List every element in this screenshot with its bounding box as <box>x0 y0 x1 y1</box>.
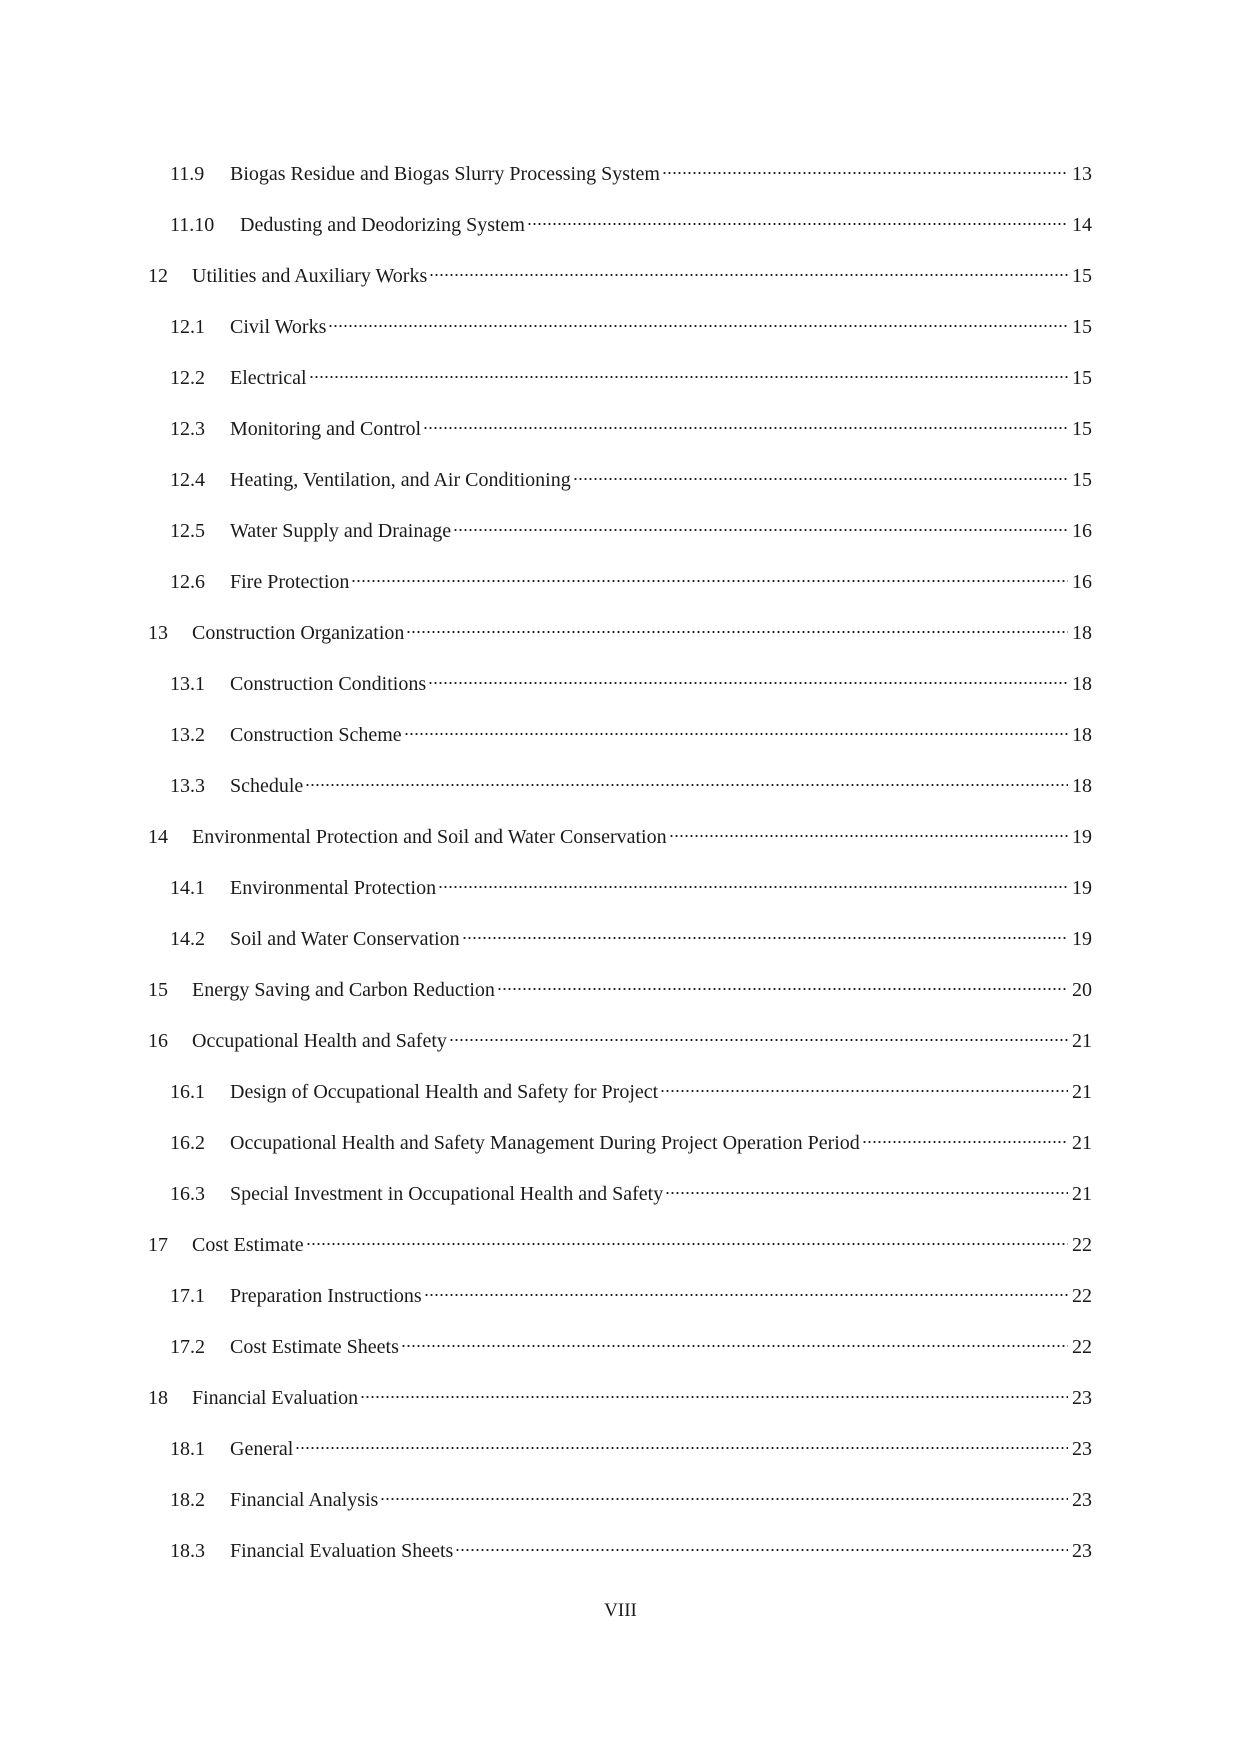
toc-dot-leader <box>406 630 1068 634</box>
toc-entry-number: 18.2 <box>170 1489 205 1511</box>
toc-entry[interactable] <box>148 978 1092 1002</box>
toc-entry-number: 12.5 <box>170 520 205 542</box>
toc-entry-title: Heating, Ventilation, and Air Conditioning <box>230 469 571 491</box>
toc-entry-page: 21 <box>1072 1030 1092 1052</box>
toc-entry-page: 18 <box>1072 775 1092 797</box>
toc-dot-leader <box>351 579 1068 583</box>
toc-entry[interactable] <box>170 1437 1092 1461</box>
toc-dot-leader <box>306 1242 1068 1246</box>
toc-dot-leader <box>380 1497 1068 1501</box>
toc-entry-number: 14.1 <box>170 877 205 899</box>
toc-entry[interactable] <box>170 366 1092 390</box>
toc-dot-leader <box>328 324 1068 328</box>
toc-dot-leader <box>360 1395 1068 1399</box>
toc-entry-title: Soil and Water Conservation <box>230 928 460 950</box>
toc-entry-page: 15 <box>1072 418 1092 440</box>
toc-entry-page: 18 <box>1072 673 1092 695</box>
toc-entry-page: 15 <box>1072 265 1092 287</box>
toc-entry-page: 19 <box>1072 826 1092 848</box>
toc-entry-title: Environmental Protection and Soil and Water Conservation <box>192 826 667 848</box>
toc-entry-number: 17.2 <box>170 1336 205 1358</box>
toc-entry-number: 13 <box>148 622 168 644</box>
toc-entry-page: 23 <box>1072 1489 1092 1511</box>
toc-dot-leader <box>424 1293 1068 1297</box>
toc-entry-page: 18 <box>1072 724 1092 746</box>
toc-entry-number: 11.9 <box>170 163 205 185</box>
toc-dot-leader <box>660 1089 1068 1093</box>
toc-entry[interactable] <box>170 723 1092 747</box>
toc-entry[interactable] <box>170 1131 1092 1155</box>
toc-entry-page: 19 <box>1072 877 1092 899</box>
toc-dot-leader <box>453 528 1068 532</box>
toc-entry-number: 16.3 <box>170 1183 205 1205</box>
toc-entry-title: Schedule <box>230 775 304 797</box>
toc-entry-page: 13 <box>1072 163 1092 185</box>
toc-entry[interactable] <box>170 162 1092 186</box>
toc-dot-leader <box>665 1191 1068 1195</box>
page-number: VIII <box>604 1600 637 1621</box>
toc-entry-page: 21 <box>1072 1183 1092 1205</box>
toc-entry-title: Occupational Health and Safety Management During Project Operation Period <box>230 1132 860 1154</box>
toc-entry[interactable] <box>170 1182 1092 1206</box>
toc-entry-number: 12 <box>148 265 168 287</box>
toc-dot-leader <box>295 1446 1068 1450</box>
toc-dot-leader <box>862 1140 1068 1144</box>
toc-entry-number: 18 <box>148 1387 168 1409</box>
toc-entry[interactable] <box>170 417 1092 441</box>
toc-dot-leader <box>438 885 1068 889</box>
toc-entry-page: 21 <box>1072 1081 1092 1103</box>
toc-entry-page: 22 <box>1072 1285 1092 1307</box>
toc-entry-page: 18 <box>1072 622 1092 644</box>
toc-entry-title: Construction Conditions <box>230 673 427 695</box>
toc-entry[interactable] <box>170 519 1092 543</box>
toc-entry-number: 18.3 <box>170 1540 205 1562</box>
toc-entry-title: General <box>230 1438 294 1460</box>
toc-dot-leader <box>669 834 1068 838</box>
toc-entry[interactable] <box>170 570 1092 594</box>
toc-entry[interactable] <box>170 1080 1092 1104</box>
toc-entry-title: Electrical <box>230 367 307 389</box>
toc-entry-title: Preparation Instructions <box>230 1285 422 1307</box>
toc-entry-title: Construction Scheme <box>230 724 402 746</box>
toc-entry-number: 13.3 <box>170 775 205 797</box>
toc-entry-number: 15 <box>148 979 168 1001</box>
toc-dot-leader <box>401 1344 1068 1348</box>
toc-entry-title: Civil Works <box>230 316 327 338</box>
toc-entry[interactable] <box>148 264 1092 288</box>
toc-entry[interactable] <box>170 927 1092 951</box>
toc-entry-title: Water Supply and Drainage <box>230 520 452 542</box>
toc-entry-number: 16.2 <box>170 1132 205 1154</box>
toc-entry-title: Construction Organization <box>192 622 405 644</box>
toc-entry-page: 15 <box>1072 469 1092 491</box>
toc-entry-title: Utilities and Auxiliary Works <box>192 265 428 287</box>
toc-dot-leader <box>429 273 1068 277</box>
toc-entry[interactable] <box>170 468 1092 492</box>
toc-dot-leader <box>497 987 1068 991</box>
toc-entry-title: Occupational Health and Safety <box>192 1030 447 1052</box>
toc-entry-title: Fire Protection <box>230 571 350 593</box>
toc-entry-page: 19 <box>1072 928 1092 950</box>
toc-entry-number: 17.1 <box>170 1285 205 1307</box>
toc-entry-number: 17 <box>148 1234 168 1256</box>
toc-entry-number: 12.3 <box>170 418 205 440</box>
toc-entry-title: Cost Estimate Sheets <box>230 1336 399 1358</box>
toc-entry[interactable] <box>148 825 1092 849</box>
toc-entry-page: 22 <box>1072 1336 1092 1358</box>
toc-entry-page: 15 <box>1072 316 1092 338</box>
toc-entry-number: 18.1 <box>170 1438 205 1460</box>
toc-entry[interactable] <box>148 621 1092 645</box>
toc-entry[interactable] <box>148 1386 1092 1410</box>
toc-entry-title: Monitoring and Control <box>230 418 422 440</box>
toc-entry-number: 12.2 <box>170 367 205 389</box>
toc-entry-page: 22 <box>1072 1234 1092 1256</box>
toc-entry-number: 13.2 <box>170 724 205 746</box>
toc-entry-number: 11.10 <box>170 214 215 236</box>
toc-entry[interactable] <box>170 315 1092 339</box>
toc-dot-leader <box>455 1548 1068 1552</box>
toc-entry[interactable] <box>170 1539 1092 1563</box>
toc-entry-number: 16.1 <box>170 1081 205 1103</box>
toc-entry-title: Cost Estimate <box>192 1234 304 1256</box>
toc-entry[interactable] <box>148 1029 1092 1053</box>
toc-dot-leader <box>462 936 1068 940</box>
toc-dot-leader <box>449 1038 1068 1042</box>
toc-entry-number: 12.6 <box>170 571 205 593</box>
toc-dot-leader <box>573 477 1068 481</box>
toc-entry-page: 16 <box>1072 571 1092 593</box>
toc-entry[interactable] <box>170 1284 1092 1308</box>
toc-entry-page: 20 <box>1072 979 1092 1001</box>
toc-entry-title: Biogas Residue and Biogas Slurry Processing System <box>230 163 660 185</box>
toc-entry[interactable] <box>148 1233 1092 1257</box>
toc-entry-title: Financial Evaluation <box>192 1387 359 1409</box>
toc-entry-number: 13.1 <box>170 673 205 695</box>
toc-entry-title: Financial Evaluation Sheets <box>230 1540 454 1562</box>
toc-entry-number: 14.2 <box>170 928 205 950</box>
toc-entry-page: 15 <box>1072 367 1092 389</box>
toc-dot-leader <box>423 426 1068 430</box>
toc-dot-leader <box>527 222 1068 226</box>
toc-dot-leader <box>305 783 1068 787</box>
toc-dot-leader <box>428 681 1068 685</box>
toc-entry-number: 12.1 <box>170 316 205 338</box>
toc-entry[interactable] <box>170 774 1092 798</box>
toc-entry-number: 14 <box>148 826 168 848</box>
toc-entry-title: Design of Occupational Health and Safety for Project <box>230 1081 659 1103</box>
toc-entry-page: 21 <box>1072 1132 1092 1154</box>
toc-dot-leader <box>404 732 1068 736</box>
toc-entry-number: 12.4 <box>170 469 205 491</box>
toc-entry[interactable] <box>170 1488 1092 1512</box>
toc-dot-leader <box>309 375 1068 379</box>
toc-entry-page: 16 <box>1072 520 1092 542</box>
toc-entry[interactable] <box>170 876 1092 900</box>
toc-entry-title: Financial Analysis <box>230 1489 379 1511</box>
toc-entry-page: 23 <box>1072 1387 1092 1409</box>
toc-entry-page: 23 <box>1072 1438 1092 1460</box>
toc-entry[interactable] <box>170 1335 1092 1359</box>
toc-entry-number: 16 <box>148 1030 168 1052</box>
toc-entry[interactable] <box>170 213 1092 237</box>
toc-entry-title: Environmental Protection <box>230 877 437 899</box>
toc-entry-page: 23 <box>1072 1540 1092 1562</box>
toc-entry-title: Energy Saving and Carbon Reduction <box>192 979 495 1001</box>
toc-dot-leader <box>662 171 1068 175</box>
toc-entry-page: 14 <box>1072 214 1092 236</box>
toc-entry-title: Dedusting and Deodorizing System <box>240 214 525 236</box>
toc-entry-title: Special Investment in Occupational Health and Safety <box>230 1183 664 1205</box>
toc-entry[interactable] <box>170 672 1092 696</box>
